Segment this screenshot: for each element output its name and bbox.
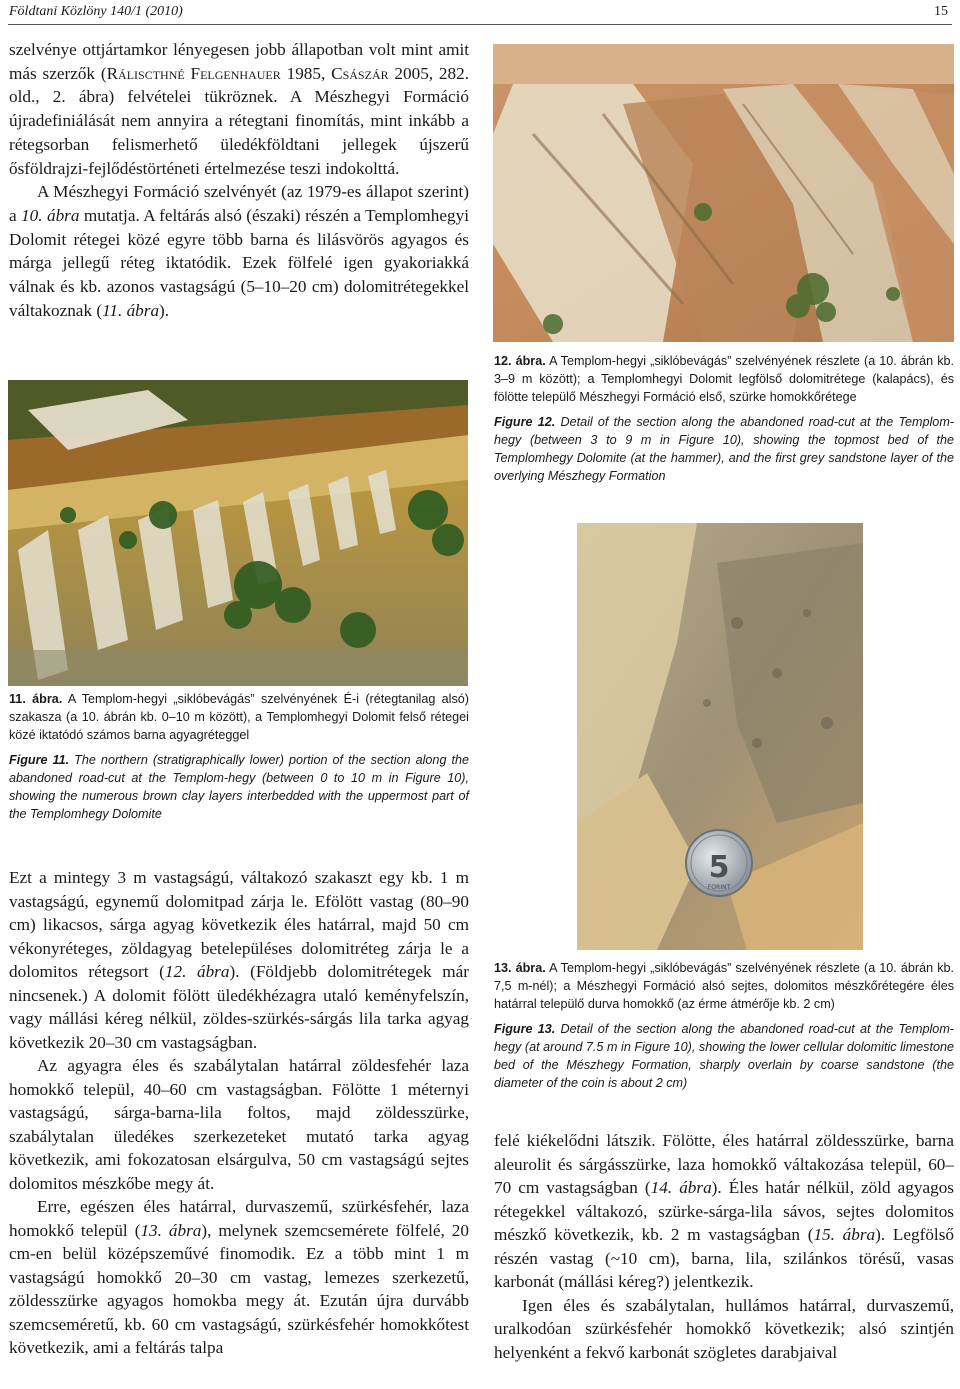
author-name: Ráliscthné Felgenhauer: [106, 63, 281, 83]
figure-11-caption: [9, 690, 469, 829]
caption-label: 11. ábra.: [9, 692, 63, 706]
paragraph: szelvénye ottjártamkor lényegesen jobb állapotban volt mint amit más szerzők (Ráliscthné Felgenhauer 1985, Császár 2005, 282. old., 2. ábra) felvételei tükröznek. A Mészhegyi Formáció újradefiniálását nem annyira a rétegtani finomítás, mint inkább a rétegsorban felismerhető üledékföldtani jellegek újszerű ősföldrajzi-fejlődéstörténeti értelmezése teszi indokolttá.: [9, 40, 470, 178]
author-name: Császár: [331, 63, 389, 83]
figure-12-photo: [493, 44, 954, 342]
figure-12-caption: [494, 352, 954, 491]
col1-top-text: [9, 38, 469, 322]
coin-numeral: 5: [708, 850, 730, 885]
paragraph: A Mészhegyi Formáció szelvényét (az 1979-es állapot szerint) a 10. ábra mutatja. A feltárás alsó (északi) részén a Templomhegyi Dolomit rétegei közé egyre több barna és lilásvörös agyagos és márga jellegű réteg iktatódik. Ezek fölfelé igen gyakoriakká válnak és kb. azonos vastagságú (5–10–20 cm) dolomitrétegekkel váltakoznak (11. ábra).: [9, 182, 469, 320]
paragraph: Erre, egészen éles határral, durvaszemű, szürkésfehér, laza homokkő települ (13. ábra), melynek szemcsemérete fölfelé, 20 cm-en belül középszeművé finomodik. Ez a több mint 1 m vastagságú homokkő 20–30 cm vastag, lemezes szerkezetű, zöldesszürke agyagos homokba megy át. Ezután újra durvább szemcseméretű, kb. 60 cm vastagságú, szürkésfehér homokkőtest következik, ami a feltárás talpa: [9, 1197, 469, 1357]
figure-13-photo: [577, 523, 863, 950]
caption-hungarian: 12. ábra. A Templom-hegyi „siklóbevágás” szelvényének részlete (a 10. ábrán kb. 3–9 m között); a Templomhegyi Dolomit legfölső dolomitrétege (kalapács), és fölötte települő Mészhegyi Formáció első, szürke homokkőrétege: [494, 354, 954, 405]
caption-english: Figure 12. Detail of the section along the abandoned road-cut at the Templom-hegy (between 3 to 9 m in Figure 10), showing the topmost bed of the Templomhegy Dolomite (at the hammer), and the first grey sandstone layer of the overlying Mészhegy Formation: [494, 414, 954, 484]
caption-label: 12. ábra.: [494, 354, 546, 368]
page-number: 15: [934, 4, 948, 19]
caption-label: Figure 12.: [494, 414, 556, 429]
coin-text: FORINT: [707, 884, 731, 891]
caption-label: Figure 11.: [9, 752, 70, 767]
figure-ref: 14. ábra: [650, 1178, 712, 1197]
caption-label: Figure 13.: [494, 1021, 556, 1036]
figure-11-photo: [8, 380, 468, 686]
header-rule: [8, 24, 952, 25]
caption-hungarian: 13. ábra. A Templom-hegyi „siklóbevágás” szelvényének részlete (a 10. ábrán kb. 7,5 m-nél); a Mészhegyi Formáció alsó sejtes, dolomitos mészkőrétegére éles határral települő durva homokkő (az érme átmérője kb. 2 cm): [494, 961, 954, 1012]
figure-13-caption: [494, 959, 954, 1098]
paragraph: Ezt a mintegy 3 m vastagságú, váltakozó szakaszt egy kb. 1 m vastagságú, egynemű dolomitpad zárja le. Efölött vastag (80–90 cm) likacsos, sárga agyag következik éles határral, majd 50 cm vékonyréteges, zöldagyag betelepüléses dolomitréteg zárja le a dolomitos rétegsort (12. ábra). (Földjebb dolomitrétegek már nincsenek.) A dolomit fölött üledékhézagra utaló keményfelszín, vagy mállási kéreg nélkül, zöldes-szürkés-sárgás lila tarka agyag következik 20–30 cm vastagságban.: [9, 868, 469, 1052]
paragraph: Igen éles és szabálytalan, hullámos határral, durvaszemű, uralkodóan szürkésfehér homokkő következik; alsó szintjén helyenként a fekvő karbonát szögletes darabjaival: [494, 1295, 954, 1362]
col1-bottom-text: [9, 866, 469, 1360]
caption-english: Figure 13. Detail of the section along the abandoned road-cut at the Templom-hegy (at around 7.5 m in Figure 10), showing the lower cellular dolomitic limestone bed of the Mészhegy Formation, sharply overlain by coarse sandstone (the diameter of the coin is about 2 cm): [494, 1021, 954, 1091]
paragraph: Az agyagra éles és szabálytalan határral zöldesfehér laza homokkő települ, 40–60 cm vastagságban. Fölötte 1 méternyi vastagságú, sárga-barna-lila foltos, majd zöldesszürke, szabálytalan üledékes szerkezeteket mutató tarka agyag következik, ami fokozatosan elsárgulva, 50 cm vastagságú sejtes dolomitos mészkőbe megy át.: [9, 1056, 469, 1193]
col2-bottom-text: [494, 1129, 954, 1364]
caption-label: 13. ábra.: [494, 961, 546, 975]
caption-english: Figure 11. The northern (stratigraphically lower) portion of the section along the abandoned road-cut at the Templom-hegy (between 0 to 10 m in Figure 10), showing the numerous brown clay layers interbedded with the uppermost part of the Templomhegy Dolomite: [9, 752, 470, 822]
figure-ref: 12. ábra: [164, 962, 230, 981]
journal-header: Földtani Közlöny 140/1 (2010): [9, 4, 183, 19]
figure-ref: 11. ábra: [102, 300, 160, 320]
paragraph: felé kiékelődni látszik. Fölötte, éles határral zöldesszürke, barna aleurolit és sárgásszürke, laza homokkő váltakozása települ, 60–70 cm vastagságban (14. ábra). Éles határ nélkül, zöld agyagos rétegekkel váltakozó, szürke-sárga-lila sávos, sejtes dolomitos mészkő következik, kb. 2 m vastagságban (15. ábra). Legfölső részén vastag (~10 cm), barna, lila, szilánkos törésű, vasas karbonát (mállási kéreg?) jelentkezik.: [494, 1131, 954, 1291]
figure-ref: 13. ábra: [140, 1220, 202, 1240]
figure-ref: 10. ábra: [21, 205, 80, 225]
caption-hungarian: 11. ábra. A Templom-hegyi „siklóbevágás” szelvényének É-i (rétegtanilag alsó) szakasza (a 10. ábrán kb. 0–10 m között), a Templomhegyi Dolomit felső rétegei közé iktatódó számos barna agyagréteggel: [9, 692, 469, 743]
figure-ref: 15. ábra: [813, 1225, 876, 1244]
